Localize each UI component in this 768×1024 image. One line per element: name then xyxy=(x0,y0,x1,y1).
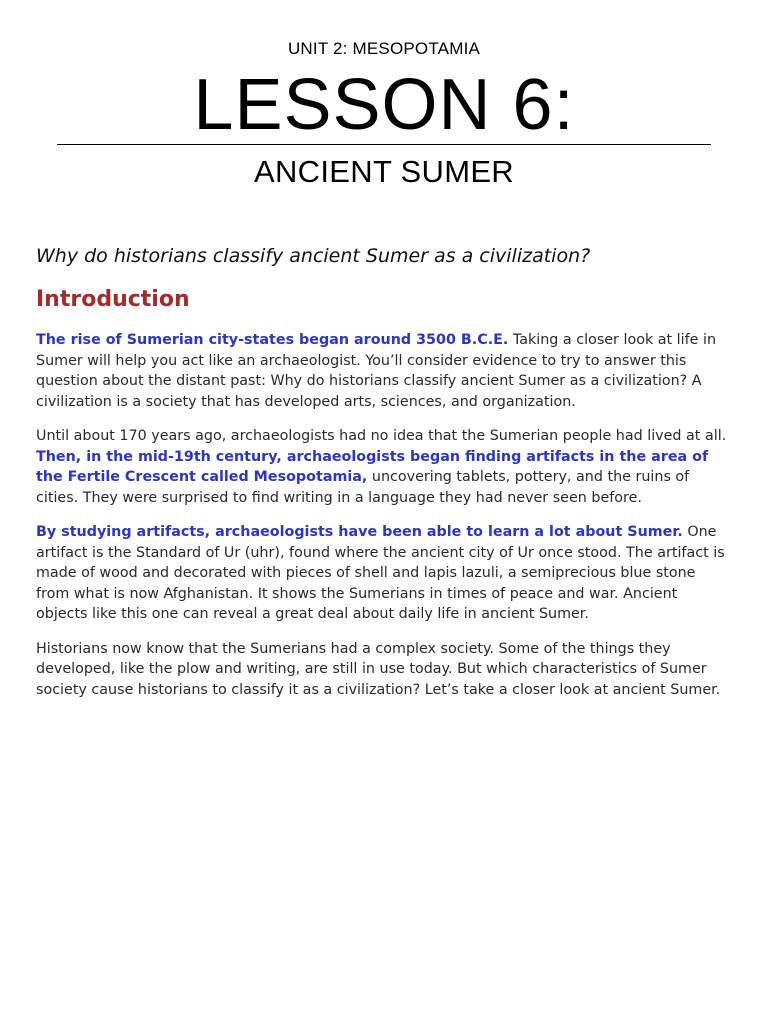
paragraph-highlight: The rise of Sumerian city-states began around 3500 B.C.E. xyxy=(36,332,509,348)
section-heading: Introduction xyxy=(36,287,190,312)
unit-label: UNIT 2: MESOPOTAMIA xyxy=(287,39,481,58)
body-content xyxy=(36,330,732,714)
paragraph xyxy=(36,522,732,625)
essential-question: Why do historians classify ancient Sumer as a civilization? xyxy=(36,245,591,267)
lesson-title: LESSON 6: xyxy=(193,65,575,145)
paragraph-text: One artifact is the Standard of Ur (uhr), found where the ancient city of Ur once stood. The artifact is made of wood and decorated with pieces of shell and lapis lazuli, a semiprecious blue stone from what is now Afghanistan. It shows the Sumerians in times of peace and war. Ancient objects like this one can reveal a great deal about daily life in ancient Sumer. xyxy=(36,524,725,622)
paragraph-text: Taking a closer look at life in Sumer will help you act like an archaeologist. You’ll consider evidence to try to answer this question about the distant past: Why do historians classify ancient Sumer as a civilization? A civilization is a society that has developed arts, sciences, and organization. xyxy=(36,332,717,410)
paragraph xyxy=(36,639,732,701)
paragraph xyxy=(36,330,732,412)
paragraph-highlight: Then, in the mid-19th century, archaeologists began finding artifacts in the area of the Fertile Crescent called Mesopotamia, xyxy=(36,448,709,485)
title-divider xyxy=(57,144,711,145)
paragraph-lead: Until about 170 years ago, archaeologists had no idea that the Sumerian people had lived at all. xyxy=(36,428,727,444)
lesson-subtitle: ANCIENT SUMER xyxy=(254,154,514,189)
paragraph-lead: Historians now know that the Sumerians had a complex society. Some of the things they developed, like the plow and writing, are still in use today. But which characteristics of Sumer society cause historians to classify it as a civilization? Let’s take a closer look at ancient Sumer. xyxy=(36,640,721,698)
paragraph-text: uncovering tablets, pottery, and the ruins of cities. They were surprised to find writing in a language they had never seen before. xyxy=(36,469,690,506)
paragraph xyxy=(36,426,732,508)
paragraph-highlight: By studying artifacts, archaeologists have been able to learn a lot about Sumer. xyxy=(36,524,683,540)
